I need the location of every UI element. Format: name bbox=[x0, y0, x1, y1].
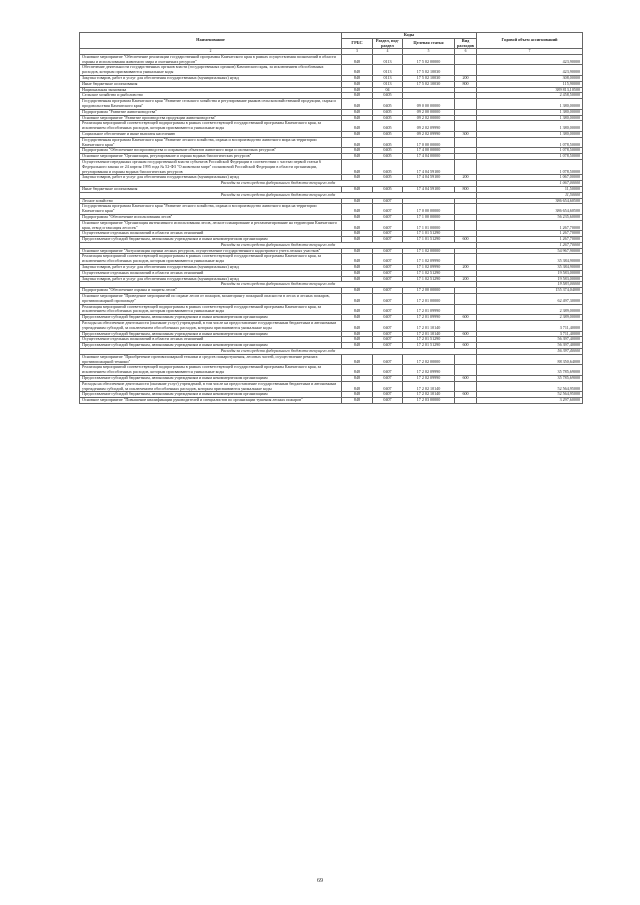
section-cell: 0405 bbox=[373, 121, 403, 132]
amount-cell: 1 267,70000 bbox=[477, 231, 583, 237]
subtotal-amount: 1 267,70000 bbox=[477, 242, 583, 248]
target-cell: 09 2 02 09990 bbox=[403, 131, 455, 137]
amount-cell: 52 564,95000 bbox=[477, 392, 583, 398]
grbs-cell: 848 bbox=[342, 237, 373, 243]
target-cell: 17 1 01 00000 bbox=[403, 220, 455, 231]
expense-type-cell bbox=[455, 398, 477, 404]
target-cell: 17 2 00 00000 bbox=[403, 288, 455, 294]
grbs-cell: 848 bbox=[342, 331, 373, 337]
section-cell: 0407 bbox=[373, 204, 403, 215]
expense-type-cell: 600 bbox=[455, 376, 477, 382]
section-cell: 0407 bbox=[373, 343, 403, 349]
amount-cell: 35 785,69000 bbox=[477, 376, 583, 382]
row-name-cell: Государственная программа Камчатского края "Развитие лесного хозяйства, охрана и воспроизводство животного мира на территории Камчатского края" bbox=[80, 137, 342, 148]
section-cell: 0407 bbox=[373, 237, 403, 243]
section-cell: 0407 bbox=[373, 198, 403, 204]
row-name-cell: Закупка товаров, работ и услуг для обеспечения государственных (муниципальных) нужд bbox=[80, 75, 342, 81]
section-cell: 0407 bbox=[373, 381, 403, 392]
row-name-cell: Осуществление переданных органам государственной власти субъектов Российской Федерации в соответствии с частью первой статьи 6 Федерального закона от 24 апреля 1995 года № 52-ФЗ "О животном мире" полномочий Российской Федерации в области организации, регулирования и охраны водных биологических ресурсов bbox=[80, 159, 342, 174]
section-cell: 0407 bbox=[373, 331, 403, 337]
table-row bbox=[80, 294, 583, 305]
target-cell: 17 2 01 10140 bbox=[403, 331, 455, 337]
grbs-cell: 848 bbox=[342, 381, 373, 392]
section-cell: 0407 bbox=[373, 354, 403, 365]
row-name-cell: Предоставление субсидий бюджетным, автономным учреждениям и иным некоммерческим организациям bbox=[80, 237, 342, 243]
grbs-cell: 848 bbox=[342, 254, 373, 265]
row-name-cell: Реализация мероприятий соответствующей подпрограммы в рамках соответствующей государственной программы Камчатского края, за исключением обособленных расходов, которым присваиваются уникальные коды bbox=[80, 365, 342, 376]
column-index: 2 bbox=[80, 49, 342, 54]
grbs-cell: 848 bbox=[342, 354, 373, 365]
subtotal-label: Расходы за счет средств федерального бюджета текущего года bbox=[80, 242, 477, 248]
target-cell: 17 2 03 00000 bbox=[403, 398, 455, 404]
grbs-cell: 848 bbox=[342, 220, 373, 231]
section-cell: 0407 bbox=[373, 220, 403, 231]
grbs-cell: 848 bbox=[342, 159, 373, 174]
section-cell: 0405 bbox=[373, 154, 403, 160]
row-name-cell: Закупка товаров, работ и услуг для обеспечения государственных (муниципальных) нужд bbox=[80, 265, 342, 271]
amount-cell: 3 711,40000 bbox=[477, 321, 583, 332]
row-name-cell: Осуществление отдельных полномочий в области лесных отношений bbox=[80, 231, 342, 237]
budget-table bbox=[79, 32, 583, 404]
row-name-cell: Подпрограмма "Обеспечение воспроизводства и сохранение объектов животного мира и охотничьих ресурсов" bbox=[80, 148, 342, 154]
target-cell: 17 2 02 10140 bbox=[403, 381, 455, 392]
grbs-cell: 848 bbox=[342, 99, 373, 110]
amount-cell: 1 078,50000 bbox=[477, 148, 583, 154]
target-cell: 17 4 04 59100 bbox=[403, 186, 455, 192]
expense-type-cell bbox=[455, 381, 477, 392]
expense-type-cell: 200 bbox=[455, 175, 477, 181]
amount-cell: 56 397,40000 bbox=[477, 337, 583, 343]
expense-type-cell bbox=[455, 159, 477, 174]
section-cell: 0405 bbox=[373, 109, 403, 115]
table-row bbox=[80, 137, 583, 148]
section-column-header: Раздел, под-раздел bbox=[373, 38, 403, 49]
table-row bbox=[80, 121, 583, 132]
row-name-cell: Основное мероприятие "Проведение мероприятий по охране лесов от пожаров, мониторингу пожарной опасности в лесах и лесных пожаров, противопожарной пропаганде" bbox=[80, 294, 342, 305]
grbs-cell: 848 bbox=[342, 398, 373, 404]
amount-cell: 2 389,00000 bbox=[477, 315, 583, 321]
table-row bbox=[80, 65, 583, 76]
subtotal-amount: 56 397,40000 bbox=[477, 349, 583, 355]
grbs-cell: 848 bbox=[342, 121, 373, 132]
expense-type-cell: 300 bbox=[455, 131, 477, 137]
amount-cell: 155 374,04000 bbox=[477, 288, 583, 294]
target-cell: 17 2 01 00000 bbox=[403, 294, 455, 305]
section-cell: 0407 bbox=[373, 337, 403, 343]
section-cell: 0407 bbox=[373, 276, 403, 282]
row-name-cell: Реализация мероприятий соответствующей подпрограммы в рамках соответствующей государственной программы Камчатского края, за исключением обособленных расходов, которым присваиваются уникальные коды bbox=[80, 121, 342, 132]
target-cell: 17 4 04 59100 bbox=[403, 175, 455, 181]
amount-cell: 1 267,70000 bbox=[477, 220, 583, 231]
section-cell: 0407 bbox=[373, 365, 403, 376]
amount-cell: 386 654,60500 bbox=[477, 204, 583, 215]
expense-type-cell: 600 bbox=[455, 315, 477, 321]
target-column-header: Целевая статья bbox=[403, 38, 455, 49]
amount-cell: 62 497,30000 bbox=[477, 294, 583, 305]
column-index: 5 bbox=[403, 49, 455, 54]
grbs-cell: 848 bbox=[342, 337, 373, 343]
row-name-cell: Закупка товаров, работ и услуг для обеспечения государственных (муниципальных) нужд bbox=[80, 175, 342, 181]
expense-type-cell bbox=[455, 294, 477, 305]
grbs-cell: 848 bbox=[342, 214, 373, 220]
grbs-cell: 848 bbox=[342, 186, 373, 192]
target-cell: 17 5 02 10030 bbox=[403, 75, 455, 81]
section-cell: 0407 bbox=[373, 231, 403, 237]
expense-type-cell: 600 bbox=[455, 343, 477, 349]
target-cell: 17 1 02 51290 bbox=[403, 276, 455, 282]
row-name-cell: Предоставление субсидий бюджетным, автономным учреждениям и иным некоммерческим организациям bbox=[80, 392, 342, 398]
table-row bbox=[80, 254, 583, 265]
section-cell: 0407 bbox=[373, 315, 403, 321]
expense-type-cell bbox=[455, 137, 477, 148]
row-name-cell: Государственная программа Камчатского края "Развитие лесного хозяйства, охрана и воспроизводство животного мира на территории Камчатского края" bbox=[80, 204, 342, 215]
grbs-cell: 848 bbox=[342, 294, 373, 305]
grbs-cell: 848 bbox=[342, 376, 373, 382]
target-cell: 17 5 02 10030 bbox=[403, 65, 455, 76]
expense-type-cell bbox=[455, 121, 477, 132]
expense-type-cell bbox=[455, 220, 477, 231]
amount-cell: 35 785,69000 bbox=[477, 365, 583, 376]
section-cell: 0407 bbox=[373, 321, 403, 332]
expense-type-cell bbox=[455, 365, 477, 376]
subtotal-label: Расходы за счет средств федерального бюджета текущего года bbox=[80, 282, 477, 288]
amount-cell: 423,90000 bbox=[477, 54, 583, 65]
row-name-cell: Подпрограмма "Обеспечение использования лесов" bbox=[80, 214, 342, 220]
target-cell: 17 1 00 00000 bbox=[403, 214, 455, 220]
grbs-cell: 848 bbox=[342, 288, 373, 294]
section-cell: 0405 bbox=[373, 137, 403, 148]
expense-type-cell: 200 bbox=[455, 265, 477, 271]
amount-cell: 1 380,00000 bbox=[477, 121, 583, 132]
table-row bbox=[80, 220, 583, 231]
grbs-cell: 848 bbox=[342, 198, 373, 204]
section-cell: 0405 bbox=[373, 159, 403, 174]
row-name-cell: Предоставление субсидий бюджетным, автономным учреждениям и иным некоммерческим организациям bbox=[80, 315, 342, 321]
section-cell: 0113 bbox=[373, 81, 403, 87]
grbs-cell: 848 bbox=[342, 93, 373, 99]
expense-type-cell bbox=[455, 65, 477, 76]
amount-cell: 56 235,60000 bbox=[477, 214, 583, 220]
target-cell: 17 2 01 09990 bbox=[403, 304, 455, 315]
row-name-cell: Предоставление субсидий бюджетным, автономным учреждениям и иным некоммерческим организациям bbox=[80, 376, 342, 382]
row-name-cell: Сельское хозяйство и рыболовство bbox=[80, 93, 342, 99]
target-cell: 17 1 02 00000 bbox=[403, 248, 455, 254]
expense-type-cell: 800 bbox=[455, 186, 477, 192]
section-cell: 0407 bbox=[373, 376, 403, 382]
amount-cell: 1 380,00000 bbox=[477, 99, 583, 110]
amount-cell: 3 711,40000 bbox=[477, 331, 583, 337]
grbs-cell: 848 bbox=[342, 109, 373, 115]
expense-type-cell bbox=[455, 354, 477, 365]
section-cell: 0405 bbox=[373, 148, 403, 154]
expense-type-cell: 600 bbox=[455, 331, 477, 337]
amount-cell: 1 078,50000 bbox=[477, 137, 583, 148]
target-cell: 17 2 01 09990 bbox=[403, 315, 455, 321]
row-name-cell: Обеспечение деятельности государственных органов власти (государственных органов) Камчатского края, за исключением обособленных расходов, которым присваиваются уникальные коды bbox=[80, 65, 342, 76]
amount-cell: 1 380,00000 bbox=[477, 115, 583, 121]
target-cell: 17 2 02 10140 bbox=[403, 392, 455, 398]
row-name-cell: Подпрограмма "Развитие животноводства" bbox=[80, 109, 342, 115]
header-row-top bbox=[80, 33, 583, 39]
table-row bbox=[80, 321, 583, 332]
section-cell: 0405 bbox=[373, 115, 403, 121]
row-name-cell: Лесное хозяйство bbox=[80, 198, 342, 204]
target-cell: 17 2 01 10140 bbox=[403, 321, 455, 332]
table-body bbox=[80, 54, 583, 403]
amount-cell: 2 458,50000 bbox=[477, 93, 583, 99]
row-name-cell: Закупка товаров, работ и услуг для обеспечения государственных (муниципальных) нужд bbox=[80, 276, 342, 282]
target-cell: 09 2 02 09990 bbox=[403, 121, 455, 132]
grbs-cell: 848 bbox=[342, 343, 373, 349]
row-name-cell: Предоставление субсидий бюджетным, автономным учреждениям и иным некоммерческим организациям bbox=[80, 343, 342, 349]
grbs-column-header: ГРБС bbox=[342, 38, 373, 49]
grbs-cell: 848 bbox=[342, 392, 373, 398]
amount-cell: 52 564,95000 bbox=[477, 381, 583, 392]
target-cell: 17 5 02 10030 bbox=[403, 81, 455, 87]
table-row bbox=[80, 354, 583, 365]
amount-cell: 389 813,10500 bbox=[477, 87, 583, 93]
codes-header: Коды bbox=[342, 33, 477, 39]
target-cell: 09 2 00 00000 bbox=[403, 109, 455, 115]
expense-type-cell: 600 bbox=[455, 237, 477, 243]
grbs-cell: 848 bbox=[342, 304, 373, 315]
amount-cell: 56 397,40000 bbox=[477, 343, 583, 349]
expense-type-cell: 800 bbox=[455, 81, 477, 87]
grbs-cell: 848 bbox=[342, 131, 373, 137]
section-cell: 0407 bbox=[373, 248, 403, 254]
amount-cell: 1 380,00000 bbox=[477, 131, 583, 137]
expense-type-cell bbox=[455, 304, 477, 315]
row-name-cell: Основное мероприятие "Актуализация оценки лесных ресурсов, осуществление государственного кадастрового учета лесных участков" bbox=[80, 248, 342, 254]
target-cell: 09 0 00 00000 bbox=[403, 99, 455, 110]
subtotal-amount: 11,50000 bbox=[477, 192, 583, 198]
section-cell: 0405 bbox=[373, 175, 403, 181]
subtotal-label: Расходы за счет средств федерального бюджета текущего года bbox=[80, 181, 477, 187]
row-name-cell: Основное мероприятие "Организация интенсивного использования лесов, лесное планирование и регламентирование на территории Камчатского края, отвод и таксация лесосек" bbox=[80, 220, 342, 231]
target-cell: 17 2 02 00000 bbox=[403, 354, 455, 365]
target-cell: 17 1 01 51290 bbox=[403, 237, 455, 243]
table-row bbox=[80, 304, 583, 315]
column-index: 6 bbox=[455, 49, 477, 54]
target-cell: 17 4 00 00000 bbox=[403, 148, 455, 154]
amount-cell: 35 384,90000 bbox=[477, 254, 583, 265]
grbs-cell: 848 bbox=[342, 315, 373, 321]
section-cell: 0407 bbox=[373, 288, 403, 294]
grbs-cell: 848 bbox=[342, 365, 373, 376]
page-number: 69 bbox=[317, 878, 323, 884]
subtotal-label: Расходы за счет средств федерального бюджета текущего года bbox=[80, 192, 477, 198]
amount-cell: 1 267,70000 bbox=[477, 237, 583, 243]
row-name-cell: Осуществление отдельных полномочий в области лесных отношений bbox=[80, 270, 342, 276]
row-name-cell: Реализация мероприятий соответствующей подпрограммы в рамках соответствующей государственной программы Камчатского края, за исключением обособленных расходов, которым присваиваются уникальные коды bbox=[80, 304, 342, 315]
grbs-cell: 848 bbox=[342, 265, 373, 271]
grbs-cell: 848 bbox=[342, 148, 373, 154]
amount-column-header: Годовой объем ассигнований bbox=[477, 33, 583, 49]
section-cell: 0407 bbox=[373, 270, 403, 276]
amount-cell: 1 078,50000 bbox=[477, 159, 583, 174]
amount-cell: 19 583,00000 bbox=[477, 270, 583, 276]
row-name-cell: Основное мероприятие "Развитие производства продукции животноводства" bbox=[80, 115, 342, 121]
grbs-cell: 848 bbox=[342, 154, 373, 160]
table-row bbox=[80, 54, 583, 65]
target-cell: 17 2 01 51290 bbox=[403, 343, 455, 349]
expense-type-cell bbox=[455, 321, 477, 332]
section-cell: 0113 bbox=[373, 65, 403, 76]
target-cell: 17 0 00 00000 bbox=[403, 137, 455, 148]
expense-type-cell: 200 bbox=[455, 276, 477, 282]
amount-cell: 11,50000 bbox=[477, 186, 583, 192]
target-cell: 17 0 00 00000 bbox=[403, 204, 455, 215]
grbs-cell: 848 bbox=[342, 75, 373, 81]
section-cell: 0405 bbox=[373, 131, 403, 137]
grbs-cell: 848 bbox=[342, 115, 373, 121]
row-name-cell: Расходы на обеспечение деятельности (оказание услуг) учреждений, в том числе на предоставление государственным бюджетным и автономным учреждениям субсидий, за исключением обособленных расходов, которым присваиваются уникальные коды bbox=[80, 321, 342, 332]
expense-type-cell bbox=[455, 254, 477, 265]
row-name-cell: Предоставление субсидий бюджетным, автономным учреждениям и иным некоммерческим организациям bbox=[80, 331, 342, 337]
subtotal-label: Расходы за счет средств федерального бюджета текущего года bbox=[80, 349, 477, 355]
row-name-cell: Осуществление отдельных полномочий в области лесных отношений bbox=[80, 337, 342, 343]
grbs-cell: 848 bbox=[342, 270, 373, 276]
target-cell: 17 4 04 59100 bbox=[403, 159, 455, 174]
target-cell: 17 1 01 51290 bbox=[403, 231, 455, 237]
amount-cell: 2 389,00000 bbox=[477, 304, 583, 315]
target-cell: 17 1 02 09990 bbox=[403, 254, 455, 265]
section-cell: 0407 bbox=[373, 304, 403, 315]
amount-cell: 3 297,60000 bbox=[477, 398, 583, 404]
grbs-cell: 848 bbox=[342, 137, 373, 148]
target-cell: 17 4 04 00000 bbox=[403, 154, 455, 160]
name-column-header: Наименование bbox=[80, 33, 342, 49]
expense-type-cell bbox=[455, 54, 477, 65]
subtotal-amount: 19 583,00000 bbox=[477, 282, 583, 288]
section-cell: 0405 bbox=[373, 186, 403, 192]
grbs-cell: 848 bbox=[342, 81, 373, 87]
section-cell: 0113 bbox=[373, 54, 403, 65]
grbs-cell: 848 bbox=[342, 175, 373, 181]
expense-type-cell bbox=[455, 204, 477, 215]
amount-cell: 115,90000 bbox=[477, 81, 583, 87]
row-name-cell: Расходы на обеспечение деятельности (оказание услуг) учреждений, в том числе на предоставление государственным бюджетным и автономным учреждениям субсидий, за исключением обособленных расходов, которым присваиваются уникальные коды bbox=[80, 381, 342, 392]
row-name-cell: Основное мероприятие "Повышение квалификации руководителей и специалистов по организации тушения лесных пожаров" bbox=[80, 398, 342, 404]
section-cell: 0407 bbox=[373, 254, 403, 265]
section-cell: 0113 bbox=[373, 75, 403, 81]
amount-cell: 423,90000 bbox=[477, 65, 583, 76]
section-cell: 04 bbox=[373, 87, 403, 93]
grbs-cell: 848 bbox=[342, 65, 373, 76]
column-index: 4 bbox=[373, 49, 403, 54]
row-name-cell: Подпрограмма "Обеспечение охраны и защиты лесов" bbox=[80, 288, 342, 294]
table-row bbox=[80, 381, 583, 392]
amount-cell: 386 654,60500 bbox=[477, 198, 583, 204]
row-name-cell: Национальная экономика bbox=[80, 87, 342, 93]
amount-cell: 1 380,00000 bbox=[477, 109, 583, 115]
row-name-cell: Иные бюджетные ассигнования bbox=[80, 81, 342, 87]
section-cell: 0407 bbox=[373, 214, 403, 220]
row-name-cell: Основное мероприятие "Приобретение противопожарной техники и средств пожаротушения, лесовых частей, осуществление ремонта противопожарной техники" bbox=[80, 354, 342, 365]
grbs-cell: 848 bbox=[342, 231, 373, 237]
grbs-cell: 848 bbox=[342, 321, 373, 332]
grbs-cell: 848 bbox=[342, 87, 373, 93]
section-cell: 0405 bbox=[373, 99, 403, 110]
column-index: 7 bbox=[477, 49, 583, 54]
row-name-cell: Основное мероприятие "Организация, регулирование и охрана водных биологических ресурсов" bbox=[80, 154, 342, 160]
expense-type-cell: 600 bbox=[455, 392, 477, 398]
grbs-cell: 848 bbox=[342, 54, 373, 65]
table-row bbox=[80, 204, 583, 215]
section-cell: 0407 bbox=[373, 294, 403, 305]
column-index: 3 bbox=[342, 49, 373, 54]
row-name-cell: Государственная программа Камчатского края "Развитие сельского хозяйства и регулирование рынков сельскохозяйственной продукции, сырья и продовольствия Камчатского края" bbox=[80, 99, 342, 110]
table-row bbox=[80, 99, 583, 110]
amount-cell: 308,00000 bbox=[477, 75, 583, 81]
row-name-cell: Реализация мероприятий соответствующей подпрограммы в рамках соответствующей государственной программы Камчатского края, за исключением обособленных расходов, которым присваиваются уникальные коды bbox=[80, 254, 342, 265]
row-name-cell: Социальное обеспечение и иные выплаты населению bbox=[80, 131, 342, 137]
section-cell: 0407 bbox=[373, 392, 403, 398]
grbs-cell: 848 bbox=[342, 248, 373, 254]
row-name-cell: Иные бюджетные ассигнования bbox=[80, 186, 342, 192]
table-row bbox=[80, 365, 583, 376]
amount-cell: 35 384,90000 bbox=[477, 265, 583, 271]
row-name-cell: Основное мероприятие "Обеспечение реализации государственной программы Камчатского края в рамках осуществления полномочий в области охраны и использования животного мира и охотничьих ресурсов" bbox=[80, 54, 342, 65]
target-cell: 09 2 02 00000 bbox=[403, 115, 455, 121]
grbs-cell: 848 bbox=[342, 276, 373, 282]
target-cell: 17 1 02 09990 bbox=[403, 265, 455, 271]
expense-type-cell bbox=[455, 99, 477, 110]
amount-cell: 54 967,90000 bbox=[477, 248, 583, 254]
section-cell: 0407 bbox=[373, 265, 403, 271]
target-cell: 17 5 02 00000 bbox=[403, 54, 455, 65]
target-cell: 17 2 02 09990 bbox=[403, 376, 455, 382]
grbs-cell: 848 bbox=[342, 204, 373, 215]
table-row bbox=[80, 398, 583, 404]
amount-cell: 1 078,50000 bbox=[477, 154, 583, 160]
target-cell: 17 2 01 51290 bbox=[403, 337, 455, 343]
expense-type-cell: 200 bbox=[455, 75, 477, 81]
target-cell: 17 1 02 51290 bbox=[403, 270, 455, 276]
expense-type-column-header: Вид расходов bbox=[455, 38, 477, 49]
subtotal-amount: 1 067,00000 bbox=[477, 181, 583, 187]
section-cell: 0407 bbox=[373, 398, 403, 404]
table-row bbox=[80, 159, 583, 174]
amount-cell: 19 583,00000 bbox=[477, 276, 583, 282]
amount-cell: 1 067,00000 bbox=[477, 175, 583, 181]
target-cell: 17 2 02 09990 bbox=[403, 365, 455, 376]
amount-cell: 88 350,64000 bbox=[477, 354, 583, 365]
section-cell: 0405 bbox=[373, 93, 403, 99]
